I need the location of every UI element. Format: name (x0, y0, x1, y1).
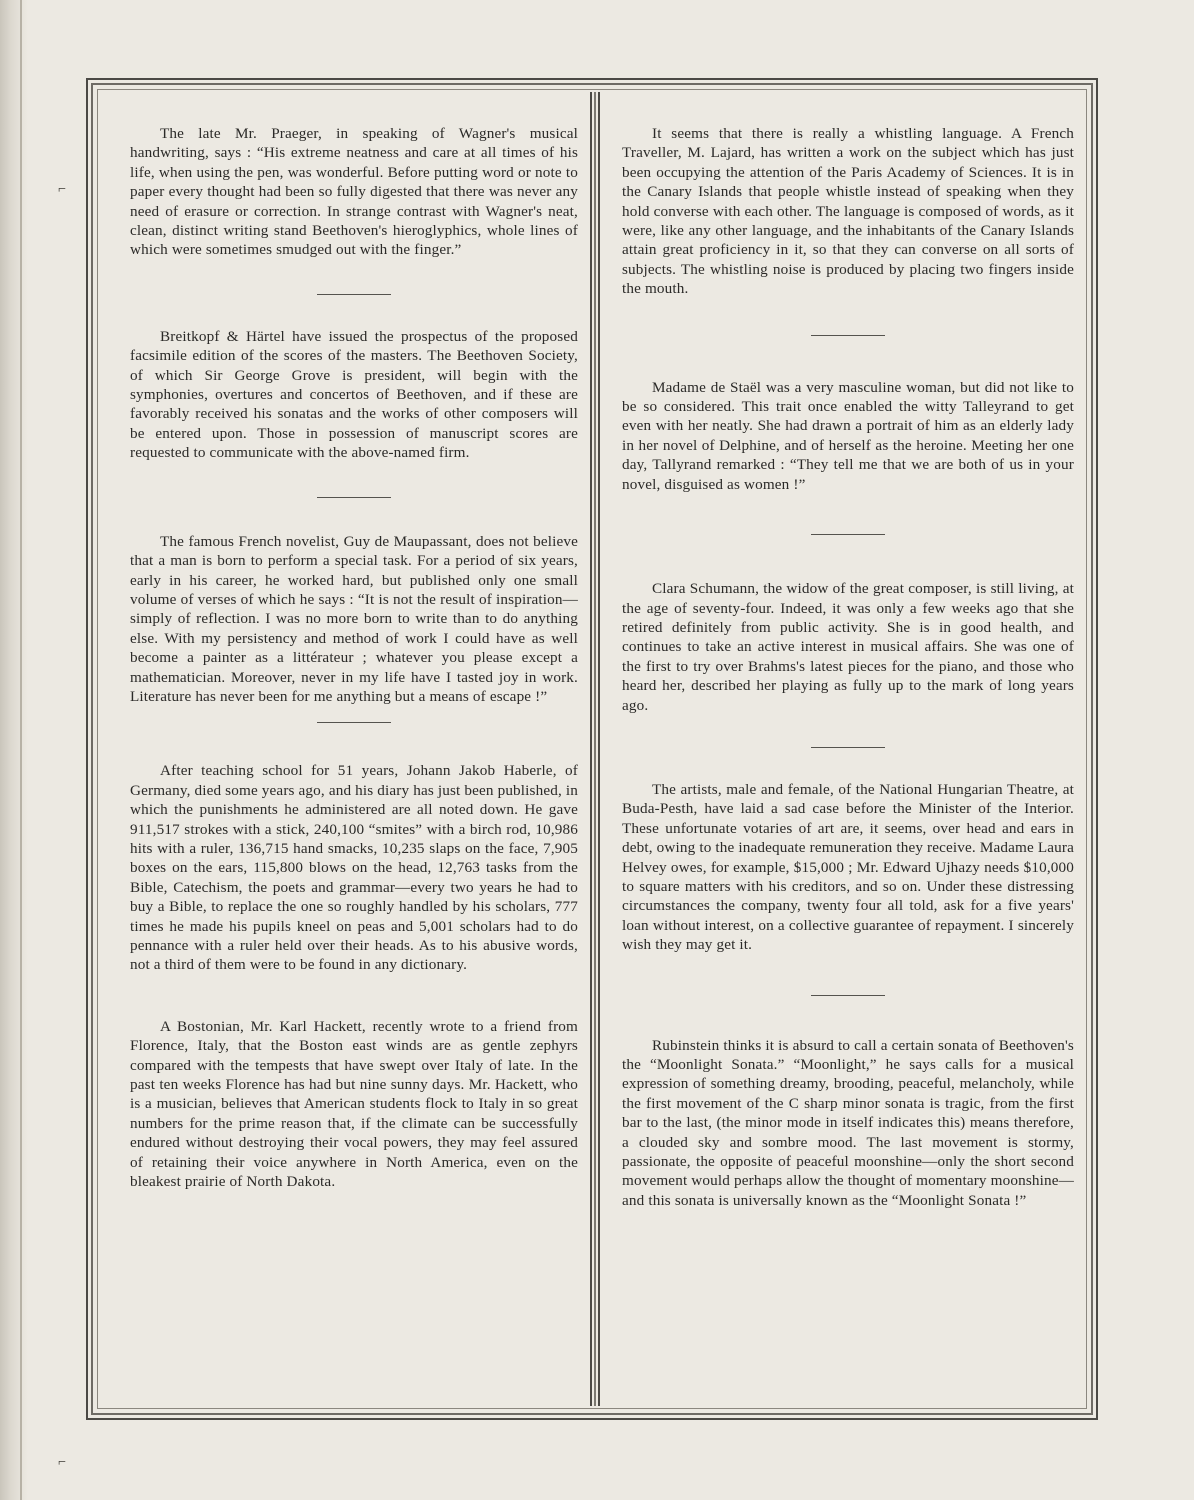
section-rule (811, 534, 885, 535)
article-maupassant: The famous French novelist, Guy de Maupassant, does not believe that a man is born to perform a special task. For a period of six years, early in his career, he worked hard, but published only one small volume of verses of which he says : “It is not the result of inspiration—simply of reflection. I was no more born to write than to do anything else. With my persistency and method of work I could have as well become a painter as a littérateur ; whatever you please except a mathematician. Moreover, never in my life have I tasted joy in work. Literature has never been for me anything but a means of escape !” (130, 532, 578, 705)
article-clara-schumann: Clara Schumann, the widow of the great composer, is still living, at the age of seventy-four. Indeed, it was only a few weeks ago that she retired definitely from public activity. She is in good health, and continues to take an active interest in musical affairs. She was one of the first to try over Brahms's latest pieces for the piano, and those who heard her, described her playing as fully up to the mark of long years ago. (622, 580, 1074, 714)
margin-mark-bottom: ⌐ (58, 1455, 66, 1470)
section-rule (317, 497, 391, 498)
article-hackett-florence: A Bostonian, Mr. Karl Hackett, recently wrote to a friend from Florence, Italy, that the Boston east winds are as gentle zephyrs compared with the tempests that have swept over Italy of late. In the past ten weeks Florence has had but nine sunny days. Mr. Hackett, who is a musician, believes that American students flock to Italy in so great numbers for the prime reason that, if the climate can be successfully endured without destroying their vocal powers, they may feel assured of retaining their voice anywhere in North America, even on the bleakest prairie of North Dakota. (130, 1017, 578, 1191)
section-rule (811, 335, 885, 336)
article-rubinstein-moonlight: Rubinstein thinks it is absurd to call a certain sonata of Beethoven's the “Moonlight Sonata.” “Moonlight,” he says calls for a musical expression of something dreamy, brooding, peaceful, melancholy, while the first movement of the C sharp minor sonata is tragic, from the first bar to the last, (the minor mode in itself indicates this) means therefore, a clouded sky and sombre mood. The last movement is stormy, passionate, the opposite of peaceful moonshine—only the short second movement would perhaps allow the thought of momentary moonshine—and this sonata is universally known as the “Moonlight Sonata !” (622, 1036, 1074, 1209)
page-binding-shadow (0, 0, 28, 1500)
section-rule (317, 294, 391, 295)
margin-mark: ⌐ (58, 182, 66, 197)
article-whistling-language: It seems that there is really a whistling language. A French Traveller, M. Lajard, has written a work on the subject which has just been occupying the attention of the Paris Academy of Sciences. It is in the Canary Islands that people whistle instead of speaking when they hold converse with each other. The language is composed of words, as it were, like any other language, and the inhabitants of the Canary Islands attain great proficiency in it, so that they can converse on all sorts of subjects. The whistling noise is produced by placing two fingers inside the mouth. (622, 125, 1074, 298)
page-edge (20, 0, 22, 1500)
right-column (622, 124, 1074, 1210)
column-divider (590, 92, 600, 1406)
article-hungarian-theatre: The artists, male and female, of the National Hungarian Theatre, at Buda-Pesth, have laid a sad case before the Minister of the Interior. These unfortunate votaries of art are, it seems, over head and ears in debt, owing to the inadequate remuneration they receive. Madame Laura Helvey owes, for example, $15,000 ; Mr. Edward Ujhazy needs $10,000 to square matters with his creditors, and so on. Under these distressing circumstances the company, twenty four all told, ask for a five years' loan without interest, on a collective guarantee of repayment. I sincerely wish they may get it. (622, 780, 1074, 954)
section-rule (317, 722, 391, 723)
section-rule (811, 995, 885, 996)
article-breitkopf-hartel: Breitkopf & Härtel have issued the prospectus of the proposed facsimile edition of the scores of the masters. The Beethoven Society, of which Sir George Grove is president, will begin with the symphonies, overtures and concertos of Beethoven, and if these are favorably received his sonatas and the works of other composers will be entered upon. Those in possession of manuscript scores are requested to communicate with the above-named firm. (130, 327, 578, 462)
left-column (130, 124, 578, 1191)
article-praeger-wagner: The late Mr. Praeger, in speaking of Wagner's musical handwriting, says : “His extreme neatness and care at all times of his life, when using the pen, was wonderful. Before putting word or note to paper every thought had been so fully digested that there was never any need of erasure or correction. In strange contrast with Wagner's neat, clean, distinct writing stand Beethoven's hieroglyphics, whole lines of which were sometimes smudged out with the finger.” (130, 125, 578, 259)
article-madame-de-stael: Madame de Staël was a very masculine woman, but did not like to be so considered. This trait once enabled the witty Talleyrand to get even with her neatly. She had drawn a portrait of him as an elderly lady in her novel of Delphine, and of herself as the heroine. Meeting her one day, Tallyrand remarked : “They tell me that we are both of us in your novel, disguised as women !” (622, 378, 1074, 493)
section-rule (811, 747, 885, 748)
article-haberle-diary: After teaching school for 51 years, Johann Jakob Haberle, of Germany, died some years ago, and his diary has just been published, in which the punishments he administered are all noted down. He gave 911,517 strokes with a stick, 240,100 “smites” with a birch rod, 10,986 hits with a ruler, 136,715 hand smacks, 10,235 slaps on the face, 7,905 boxes on the ears, 115,800 blows on the head, 12,763 tasks from the Bible, Catechism, the poets and grammar—every two years he had to buy a Bible, to replace the one so roughly handled by his scholars, 777 times he made his pupils kneel on peas and 5,001 scholars had to do pennance with a ruler held over their heads. As to his abusive words, not a third of them were to be found in any dictionary. (130, 762, 578, 974)
